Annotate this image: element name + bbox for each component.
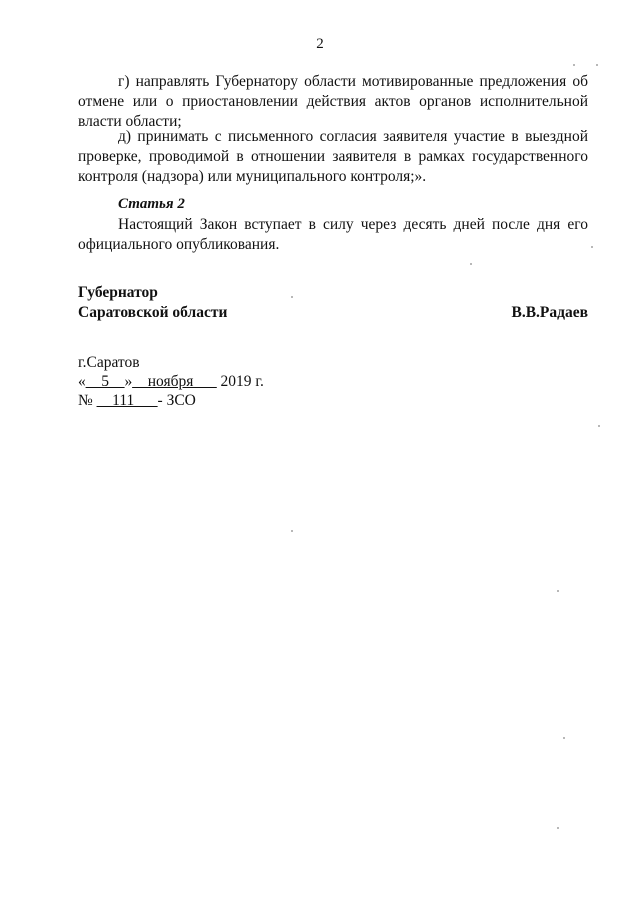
signature-name: В.В.Радаев bbox=[511, 304, 588, 321]
date-open-quote: « bbox=[78, 373, 86, 390]
scan-speck bbox=[563, 737, 565, 739]
date-year: 2019 г. bbox=[220, 373, 264, 390]
place: г.Саратов bbox=[78, 354, 140, 371]
date-day: __5__ bbox=[85, 373, 125, 390]
number-value: __111___ bbox=[96, 392, 158, 409]
scan-speck bbox=[470, 263, 472, 265]
scan-speck bbox=[557, 590, 559, 592]
scan-speck bbox=[557, 827, 559, 829]
signature-position-line1: Губернатор bbox=[78, 284, 158, 301]
page-number: 2 bbox=[316, 36, 324, 52]
number-suffix: - ЗСО bbox=[157, 392, 196, 409]
date-close-quote: » bbox=[124, 373, 133, 390]
place-date-block bbox=[78, 353, 264, 410]
date-month: __ноября___ bbox=[132, 373, 217, 390]
paragraph-d bbox=[78, 127, 588, 187]
signature-block bbox=[78, 283, 588, 323]
article-title: Статья 2 bbox=[118, 196, 185, 212]
scan-speck bbox=[291, 530, 293, 532]
paragraph-g-text: г) направлять Губернатору области мотивированные предложения об отмене или о приостановлении действия актов органов исполнительной власти области; bbox=[78, 73, 588, 130]
paragraph-d-text: д) принимать с письменного согласия заявителя участие в выездной проверке, проводимой в отношении заявителя в рамках государственного контроля (надзора) или муниципального контроля;». bbox=[78, 128, 588, 185]
scan-speck bbox=[573, 64, 575, 66]
number-line bbox=[78, 391, 264, 410]
signature-position-line2: Саратовской области bbox=[78, 304, 228, 321]
scan-speck bbox=[598, 425, 600, 427]
signature-row bbox=[78, 303, 588, 323]
article-text: Настоящий Закон вступает в силу через десять дней после дня его официального опубликования. bbox=[78, 216, 588, 253]
scan-speck bbox=[591, 246, 593, 248]
number-symbol: № bbox=[78, 392, 93, 409]
scan-speck bbox=[596, 64, 598, 66]
paragraph-g bbox=[78, 72, 588, 132]
scan-speck bbox=[291, 296, 293, 298]
article-body bbox=[78, 215, 588, 255]
date-line bbox=[78, 372, 264, 391]
